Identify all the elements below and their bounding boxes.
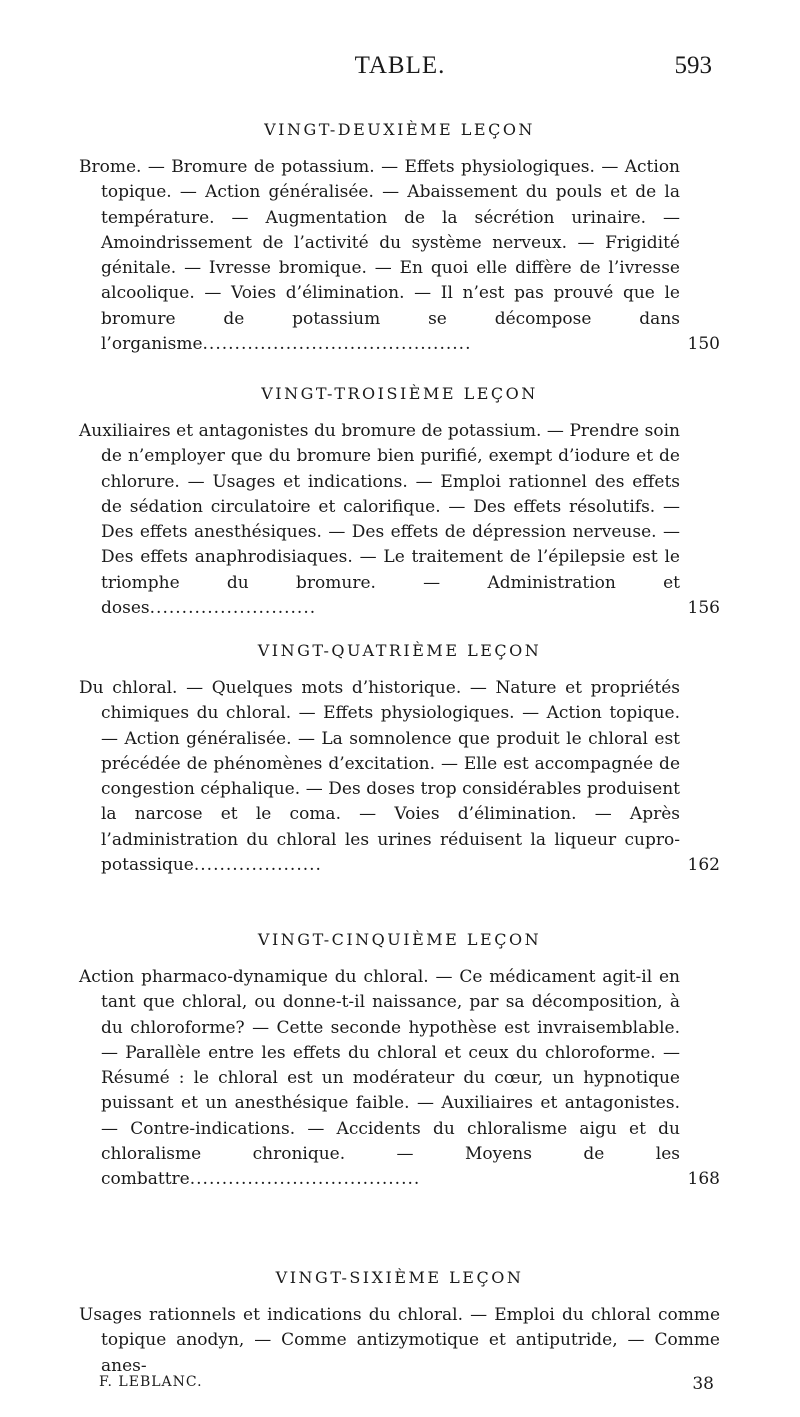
- lesson-25: [79, 930, 720, 1193]
- lesson-24: [79, 641, 720, 878]
- lesson-title: VINGT-QUATRIÈME LEÇON: [257, 641, 542, 660]
- entry-page-number: 150: [687, 334, 720, 355]
- lesson-23: [79, 384, 720, 621]
- signature-number: 38: [692, 1374, 714, 1394]
- lesson-summary: [79, 676, 720, 878]
- summary-text: Du chloral. — Quelques mots d’historique. — Nature et propriétés chimiques du chloral. — Effets physiologiques. — Action topique. — Action généralisée. — La somnolence que produit le chloral est précédée de phénomènes d’excitation. — Elle est accompagnée de congestion céphalique. — Des doses trop considérables produisent la narcose et le coma. — Voies d’élimination. — Après l’administration du chloral les urines réduisent la liqueur cupro-potassique: [79, 678, 680, 876]
- dot-leader: ..........................................: [202, 334, 472, 355]
- page-number: 593: [674, 52, 712, 79]
- running-title: TABLE.: [354, 52, 446, 79]
- entry-page-number: 162: [687, 855, 720, 876]
- running-head: [0, 52, 800, 82]
- lesson-26: [79, 1268, 720, 1379]
- lesson-title: VINGT-CINQUIÈME LEÇON: [257, 930, 542, 949]
- page-footer: [99, 1374, 714, 1400]
- lesson-title: VINGT-SIXIÈME LEÇON: [275, 1268, 524, 1287]
- lesson-title: VINGT-DEUXIÈME LEÇON: [264, 120, 535, 139]
- lesson-title: VINGT-TROISIÈME LEÇON: [261, 384, 538, 403]
- lesson-22: [79, 120, 720, 357]
- entry-page-number: 156: [687, 598, 720, 619]
- summary-text: Usages rationnels et indications du chloral. — Emploi du chloral comme topique anodyn, — Comme antizymotique et antiputride, — Comme anes-: [79, 1305, 720, 1376]
- dot-leader: ..........................: [149, 598, 317, 619]
- printer-mark: F. LEBLANC.: [99, 1374, 203, 1390]
- summary-text: Brome. — Bromure de potassium. — Effets physiologiques. — Action topique. — Action généralisée. — Abaissement du pouls et de la température. — Augmentation de la sécrétion urinaire. — Amoindrissement de l’activité du système nerveux. — Frigidité génitale. — Ivresse bromique. — En quoi elle diffère de l’ivresse alcoolique. — Voies d’élimination. — Il n’est pas prouvé que le bromure de potassium se décompose dans l’organisme: [79, 157, 680, 355]
- dot-leader: ....................: [193, 855, 322, 876]
- lesson-summary: [79, 965, 720, 1193]
- lesson-summary: [79, 155, 720, 357]
- entry-page-number: 168: [687, 1169, 720, 1190]
- summary-text: Auxiliaires et antagonistes du bromure de potassium. — Prendre soin de n’employer que du bromure bien purifié, exempt d’iodure et de chlorure. — Usages et indications. — Emploi rationnel des effets de sédation circulatoire et calorifique. — Des effets résolutifs. — Des effets anesthésiques. — Des effets de dépression nerveuse. — Des effets anaphrodisiaques. — Le traitement de l’épilepsie est le triomphe du bromure. — Administration et doses: [79, 421, 680, 619]
- dot-leader: ....................................: [189, 1169, 421, 1190]
- lesson-summary: [79, 419, 720, 621]
- lesson-summary: [79, 1303, 720, 1379]
- summary-text: Action pharmaco-dynamique du chloral. — Ce médicament agit-il en tant que chloral, ou donne-t-il naissance, par sa décomposition, à du chloroforme? — Cette seconde hypothèse est invraisemblable. — Parallèle entre les effets du chloral et ceux du chloroforme. — Résumé : le chloral est un modérateur du cœur, un hypnotique puissant et un anesthésique faible. — Auxiliaires et antagonistes. — Contre-indications. — Accidents du chloralisme aigu et du chloralisme chronique. — Moyens de les combattre: [79, 967, 680, 1190]
